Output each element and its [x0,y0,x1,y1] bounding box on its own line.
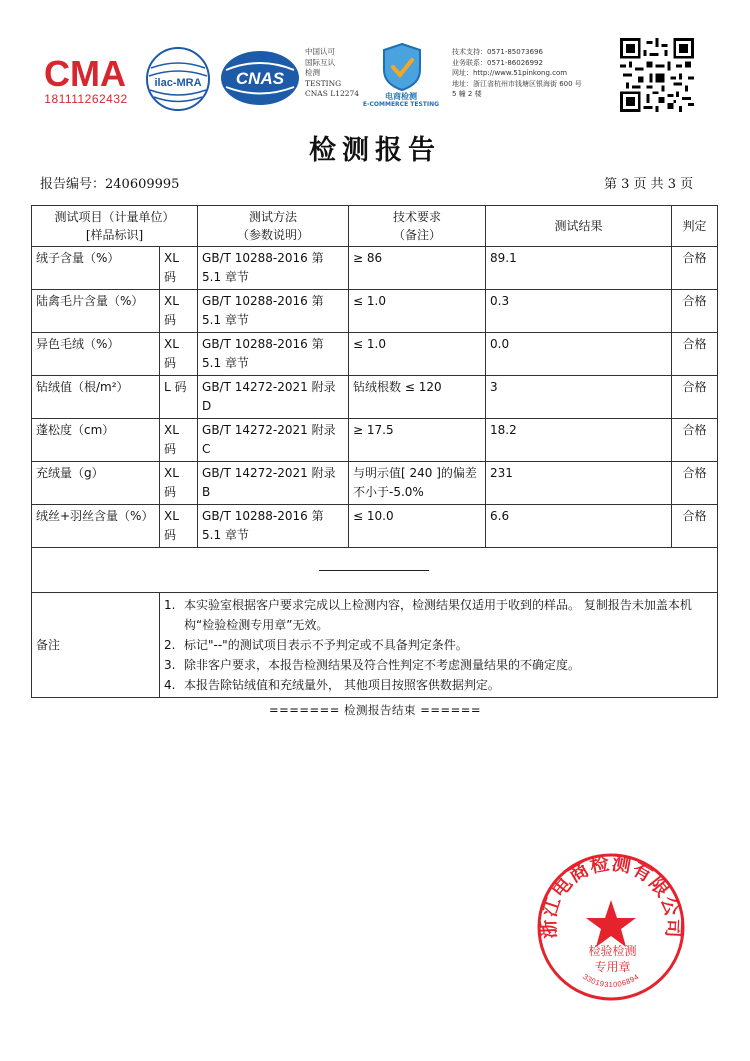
table-row [32,419,718,462]
note-item: 4. 本报告除钻绒值和充绒量外， 其他项目按照客供数据判定。 [164,678,500,692]
test-item: 绒丝+羽丝含量（%） [32,505,160,548]
requirement: ≥ 17.5 [349,419,486,462]
header-verdict: 判定 [672,206,718,247]
test-method: GB/T 14272-2021 附录 D [198,376,349,419]
requirement: 与明示值[ 240 ]的偏差不小于-5.0% [349,462,486,505]
result-value: 18.2 [486,419,672,462]
website-url: 网址：http://www.51pinkong.com [452,69,568,78]
business-phone: 业务联系：0571-86026992 [452,58,543,67]
report-number: 报告编号：240609995 [40,177,180,192]
header-test-item: 测试项目（计量单位） [样品标识] [32,206,198,247]
address-line-2: 5 幢 2 楼 [452,90,482,99]
notes-content [160,593,718,698]
sample-size: XL 码 [160,462,198,505]
company-seal-stamp [536,852,686,1002]
requirement: ≤ 1.0 [349,290,486,333]
table-row [32,290,718,333]
result-value: 6.6 [486,505,672,548]
report-title: 检测报告 [309,135,441,166]
table-row [32,333,718,376]
requirement: ≥ 86 [349,247,486,290]
verdict: 合格 [672,505,718,548]
test-method: GB/T 14272-2021 附录 B [198,462,349,505]
result-value: 0.0 [486,333,672,376]
table-row [32,505,718,548]
table-header-row [32,206,718,247]
test-item: 钻绒值（根/m²） [32,376,160,419]
svg-text:ilac-MRA: ilac-MRA [154,77,202,89]
result-value: 3 [486,376,672,419]
sample-size: L 码 [160,376,198,419]
header-result: 测试结果 [486,206,672,247]
verdict: 合格 [672,419,718,462]
test-item: 陆禽毛片含量（%） [32,290,160,333]
seal-text-line-1: 检验检测 [588,944,637,958]
verdict: 合格 [672,290,718,333]
requirement: ≤ 10.0 [349,505,486,548]
seal-star-icon [586,900,636,947]
ecommerce-testing-label: 电商检测 [385,92,417,101]
test-results-table [31,205,718,698]
test-method: GB/T 10288-2016 第 5.1 章节 [198,505,349,548]
sample-size: XL 码 [160,290,198,333]
divider-row [32,548,718,593]
test-method: GB/T 10288-2016 第 5.1 章节 [198,247,349,290]
header-test-method: 测试方法 （参数说明） [198,206,349,247]
qr-code-icon [620,38,694,112]
table-row [32,462,718,505]
end-of-items-cell [32,548,718,593]
svg-text:CNAS: CNAS [235,69,285,88]
test-method: GB/T 14272-2021 附录 C [198,419,349,462]
notes-row [32,593,718,698]
ecommerce-testing-label-en: E-COMMERCE TESTING [362,101,440,108]
ilac-mra-logo [145,46,211,112]
header-requirement: 技术要求 （备注） [349,206,486,247]
cnas-accreditation-text: 中国认可 国际互认 检测 TESTING CNAS L12274 [305,47,360,98]
result-value: 89.1 [486,247,672,290]
address-line-1: 地址：浙江省杭州市钱塘区银海街 600 号 [452,79,582,88]
verdict: 合格 [672,376,718,419]
table-row [32,247,718,290]
test-method: GB/T 10288-2016 第 5.1 章节 [198,333,349,376]
page-info: 第 3 页 共 3 页 [604,177,694,192]
result-value: 231 [486,462,672,505]
sample-size: XL 码 [160,333,198,376]
note-item: 2. 标记"--"的测试项目表示不予判定或不具备判定条件。 [164,638,468,652]
cma-number: 181111262432 [44,92,128,106]
result-value: 0.3 [486,290,672,333]
test-item: 异色毛绒（%） [32,333,160,376]
tech-support-phone: 技术支持：0571-85073696 [452,48,543,56]
test-method: GB/T 10288-2016 第 5.1 章节 [198,290,349,333]
test-item: 充绒量（g） [32,462,160,505]
note-item: 1. 本实验室根据客户要求完成以上检测内容，检测结果仅适用于收到的样品。 复制报告未加盖本机构“检验检测专用章”无效。 [164,598,692,632]
contact-info [452,47,582,100]
report-end-marker: ======= 检测报告结束 ====== [268,703,482,717]
test-item: 蓬松度（cm） [32,419,160,462]
verdict: 合格 [672,462,718,505]
requirement: ≤ 1.0 [349,333,486,376]
verdict: 合格 [672,333,718,376]
requirement: 钻绒根数 ≤ 120 [349,376,486,419]
table-row [32,376,718,419]
note-item: 3. 除非客户要求，本报告检测结果及符合性判定不考虑测量结果的不确定度。 [164,658,581,672]
sample-size: XL 码 [160,419,198,462]
test-item: 绒子含量（%） [32,247,160,290]
seal-ring-text: 浙江电商检测有限公司 [537,852,685,940]
seal-number: 3301931006894 [581,972,641,990]
verdict: 合格 [672,247,718,290]
notes-label: 备注 [32,593,160,698]
divider-line [319,570,429,571]
cnas-logo [220,50,300,106]
sample-size: XL 码 [160,505,198,548]
seal-text-line-2: 专用章 [594,960,631,974]
sample-size: XL 码 [160,247,198,290]
cma-logo-text: CMA [44,53,126,94]
